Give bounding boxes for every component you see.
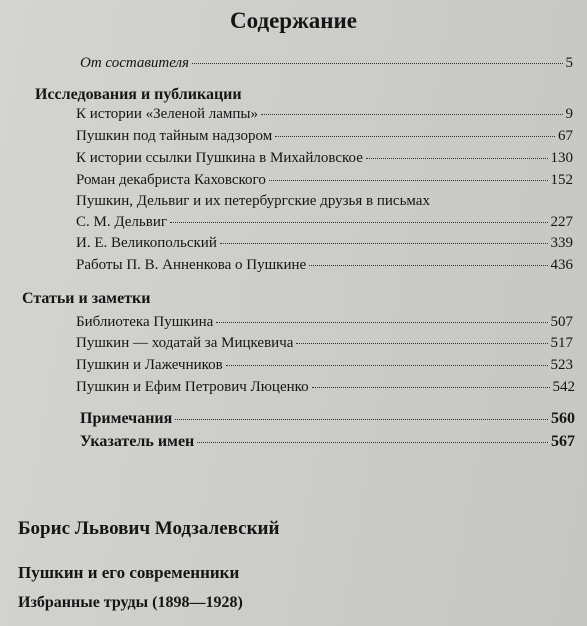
toc-entry-label: Пушкин — ходатай за Мицкевича — [76, 335, 294, 351]
toc-entry-page: 5 — [565, 55, 573, 71]
toc-group-title: Пушкин, Дельвиг и их петербургские друзья в письмах — [76, 193, 430, 209]
toc-entry-page: 517 — [550, 335, 573, 351]
toc-entry-label: Библиотека Пушкина — [76, 314, 214, 330]
toc-entry — [76, 257, 573, 274]
section-heading-articles: Статьи и заметки — [22, 290, 151, 307]
leader-dots — [275, 136, 555, 137]
toc-entry-page: 9 — [565, 106, 573, 122]
toc-entry — [76, 106, 573, 123]
leader-dots — [366, 158, 548, 159]
author-name: Борис Львович Модзалевский — [18, 518, 280, 539]
toc-entry-page: 507 — [550, 314, 573, 330]
toc-entry-label: К истории «Зеленой лампы» — [76, 106, 258, 122]
toc-entry-label: И. Е. Великопольский — [76, 235, 217, 251]
toc-entry-notes — [80, 410, 575, 428]
toc-entry — [76, 357, 573, 374]
contents-title: Содержание — [230, 8, 357, 33]
toc-entry — [76, 172, 573, 189]
leader-dots — [175, 419, 548, 420]
toc-entry-index — [80, 433, 575, 451]
toc-entry-page: 152 — [550, 172, 573, 188]
toc-entry-page: 67 — [558, 128, 573, 144]
toc-entry-page: 523 — [550, 357, 573, 373]
leader-dots — [170, 222, 547, 223]
leader-dots — [269, 180, 548, 181]
toc-entry — [76, 379, 575, 396]
toc-entry-label: Примечания — [80, 410, 173, 427]
leader-dots — [312, 387, 550, 388]
toc-entry — [76, 235, 573, 252]
toc-entry-page: 436 — [550, 257, 573, 273]
toc-entry-label: Пушкин под тайным надзором — [76, 128, 273, 144]
toc-entry — [76, 335, 573, 352]
toc-entry-label: Роман декабриста Каховского — [76, 172, 266, 188]
toc-entry-page: 130 — [550, 150, 573, 166]
toc-entry — [76, 128, 573, 145]
toc-entry-page: 567 — [551, 433, 575, 450]
toc-entry — [76, 150, 573, 167]
toc-entry-label: С. М. Дельвиг — [76, 214, 168, 230]
leader-dots — [220, 243, 548, 244]
leader-dots — [296, 343, 547, 344]
toc-entry-label: От составителя — [80, 55, 190, 71]
book-title: Пушкин и его современники — [18, 563, 240, 582]
leader-dots — [261, 114, 563, 115]
leader-dots — [216, 322, 547, 323]
leader-dots — [226, 365, 548, 366]
toc-entry-page: 542 — [552, 379, 575, 395]
toc-entry-label: Пушкин и Ефим Петрович Люценко — [76, 379, 309, 395]
toc-entry-label: Указатель имен — [80, 433, 195, 450]
toc-entry-page: 339 — [550, 235, 573, 251]
leader-dots — [197, 442, 548, 443]
toc-entry-page: 560 — [551, 410, 575, 427]
toc-entry-page: 227 — [550, 214, 573, 230]
leader-dots — [309, 265, 547, 266]
toc-entry-label: Работы П. В. Анненкова о Пушкине — [76, 257, 307, 273]
leader-dots — [192, 63, 562, 64]
section-heading-research: Исследования и публикации — [35, 86, 242, 103]
book-subtitle: Избранные труды (1898—1928) — [18, 594, 243, 611]
toc-entry — [76, 214, 573, 231]
toc-entry-label: Пушкин и Лажечников — [76, 357, 223, 373]
toc-entry — [76, 314, 573, 331]
toc-entry-intro — [80, 55, 573, 72]
toc-entry-label: К истории ссылки Пушкина в Михайловское — [76, 150, 363, 166]
